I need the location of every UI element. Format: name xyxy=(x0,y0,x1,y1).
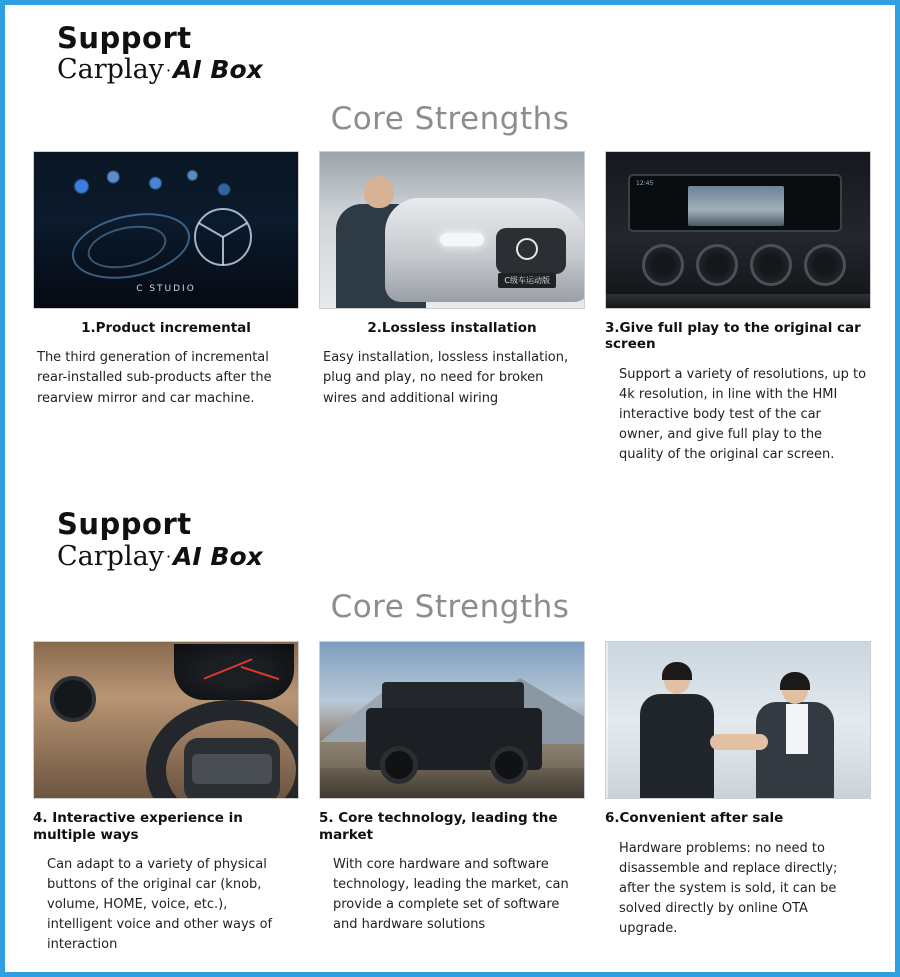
technician-head-decor xyxy=(364,176,394,208)
core-strengths-heading-1: Core Strengths xyxy=(330,101,570,138)
brand-carplay-2: Carplay xyxy=(57,540,164,572)
card-title-2: 2.Lossless installation xyxy=(367,320,537,337)
brand-title-support-1: Support xyxy=(57,21,192,55)
section-two xyxy=(5,509,895,625)
brand-aibox-2: AI Box xyxy=(173,541,263,571)
staff-hair-decor xyxy=(662,662,692,680)
steering-wheel-buttons-decor xyxy=(192,754,272,784)
brand-subtitle-2 xyxy=(57,542,867,572)
card-lossless-installation xyxy=(319,151,585,465)
mercedes-star-icon xyxy=(516,238,538,260)
card-core-technology xyxy=(319,641,585,955)
brand-title-support-2: Support xyxy=(57,507,192,542)
steering-wheel-controls-photo xyxy=(33,641,299,799)
staff-body-decor xyxy=(640,694,714,799)
brand-dot-2: · xyxy=(165,547,172,567)
air-vent-icon-2 xyxy=(696,244,738,286)
ground-decor xyxy=(320,768,584,798)
brand-block-1 xyxy=(33,5,867,85)
car-dashboard-screen-photo xyxy=(605,151,871,309)
brand-aibox-1: AI Box xyxy=(173,55,263,85)
car-plate-caption: C级车运动版 xyxy=(498,273,556,288)
card-body-5: With core hardware and software technology, leading the market, can provide a complete set of software and hardware solutions xyxy=(333,856,569,933)
card-title-5: 5. Core technology, leading the market xyxy=(319,810,558,843)
handshake-decor xyxy=(710,734,768,750)
card-body-6: Hardware problems: no need to disassemble and replace directly; after the system is sold, it can be solved directly by online OTA upgrade. xyxy=(619,840,838,937)
dashboard-trim-decor xyxy=(606,294,870,308)
card-original-car-screen xyxy=(605,151,871,465)
card-title-6: 6.Convenient after sale xyxy=(605,810,784,827)
head-unit-screen-decor xyxy=(628,174,842,232)
section-one xyxy=(5,5,895,137)
card-title-1: 1.Product incremental xyxy=(81,320,251,337)
screen-content-decor xyxy=(688,186,784,226)
brand-block-2 xyxy=(33,509,867,571)
mercedes-star-icon xyxy=(194,208,252,266)
customer-hair-decor xyxy=(780,672,810,690)
brand-subtitle-1 xyxy=(57,55,867,85)
suv-offroad-photo xyxy=(319,641,585,799)
card-body-1: The third generation of incremental rear-installed sub-products after the rearview mirror and car machine. xyxy=(37,350,272,406)
air-vent-icon-4 xyxy=(804,244,846,286)
brand-carplay-1: Carplay xyxy=(57,54,164,86)
showroom-light-show-photo xyxy=(33,151,299,309)
air-vent-icon-3 xyxy=(750,244,792,286)
card-title-4: 4. Interactive experience in multiple ways xyxy=(33,810,243,843)
core-strengths-heading-2: Core Strengths xyxy=(330,589,570,626)
air-vent-icon xyxy=(50,676,96,722)
card-title-3: 3.Give full play to the original car screen xyxy=(605,320,861,353)
card-product-incremental xyxy=(33,151,299,465)
card-after-sale xyxy=(605,641,871,955)
card-row-1 xyxy=(5,151,895,465)
after-sales-service-photo xyxy=(605,641,871,799)
card-interactive-experience xyxy=(33,641,299,955)
card-body-2: Easy installation, lossless installation, plug and play, no need for broken wires and additional wiring xyxy=(323,350,569,406)
instrument-cluster-decor xyxy=(174,644,294,700)
card-body-3: Support a variety of resolutions, up to 4k resolution, in line with the HMI interactive body test of the car owner, and give full play to the quality of the original car screen. xyxy=(619,366,867,463)
customer-shirt-decor xyxy=(786,704,808,754)
screen-clock-caption: 12:45 xyxy=(636,180,654,188)
technician-with-car-photo xyxy=(319,151,585,309)
showroom-floor-caption: C STUDIO xyxy=(136,284,196,295)
card-body-4: Can adapt to a variety of physical buttons of the original car (knob, volume, HOME, voice, etc.), intelligent voice and other ways of interaction xyxy=(47,856,273,953)
brand-dot-1: · xyxy=(165,61,172,81)
card-row-2 xyxy=(5,641,895,955)
headlamp-decor xyxy=(440,233,484,246)
air-vent-icon-1 xyxy=(642,244,684,286)
